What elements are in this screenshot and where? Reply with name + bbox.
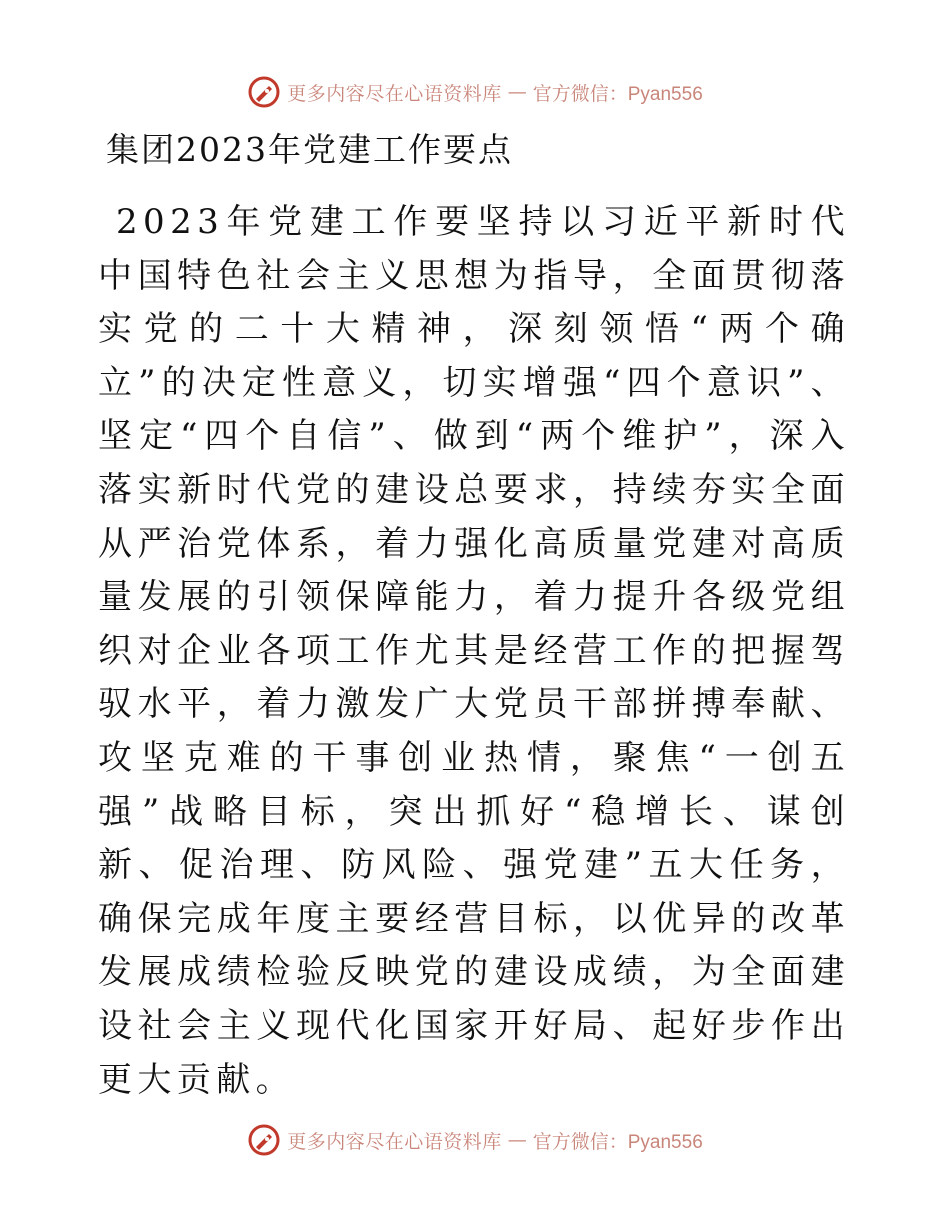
document-body-text: 2023年党建工作要坚持以习近平新时代中国特色社会主义思想为指导，全面贯彻落实党的二十大精神，深刻领悟“两个确立”的决定性意义，切实增强“四个意识”、坚定“四个自信”、做到“两个维护”，深入落实新时代党的建设总要求，持续夯实全面从严治党体系，着力强化高质量党建对高质量发展的引领保障能力，着力提升各级党组织对企业各项工作尤其是经营工作的把握驾驭水平，着力激发广大党员干部拼搏奉献、攻坚克难的干事创业热情，聚焦“一创五强”战略目标，突出抓好“稳增长、谋创新、促治理、防风险、强党建”五大任务，确保完成年度主要经营目标，以优异的改革发展成绩检验反映党的建设成绩，为全面建设社会主义现代化国家开好局、起好步作出更大贡献。 — [98, 202, 850, 1100]
watermark-footer — [0, 1120, 950, 1160]
watermark-wechat: 官方微信：Pyan556 — [532, 1131, 703, 1153]
watermark-separator: — — [507, 1129, 527, 1151]
pen-nib-logo-icon — [247, 1123, 281, 1157]
watermark-text: 更多内容尽在心语资料库 — [287, 1130, 502, 1153]
document-title: 集团2023年党建工作要点 — [106, 130, 513, 169]
watermark-separator: — — [507, 81, 527, 103]
watermark-wechat: 官方微信：Pyan556 — [532, 83, 703, 105]
watermark-header — [0, 72, 950, 112]
watermark-text: 更多内容尽在心语资料库 — [287, 82, 502, 105]
pen-nib-logo-icon — [247, 75, 281, 109]
document-body-paragraph — [98, 196, 850, 1107]
